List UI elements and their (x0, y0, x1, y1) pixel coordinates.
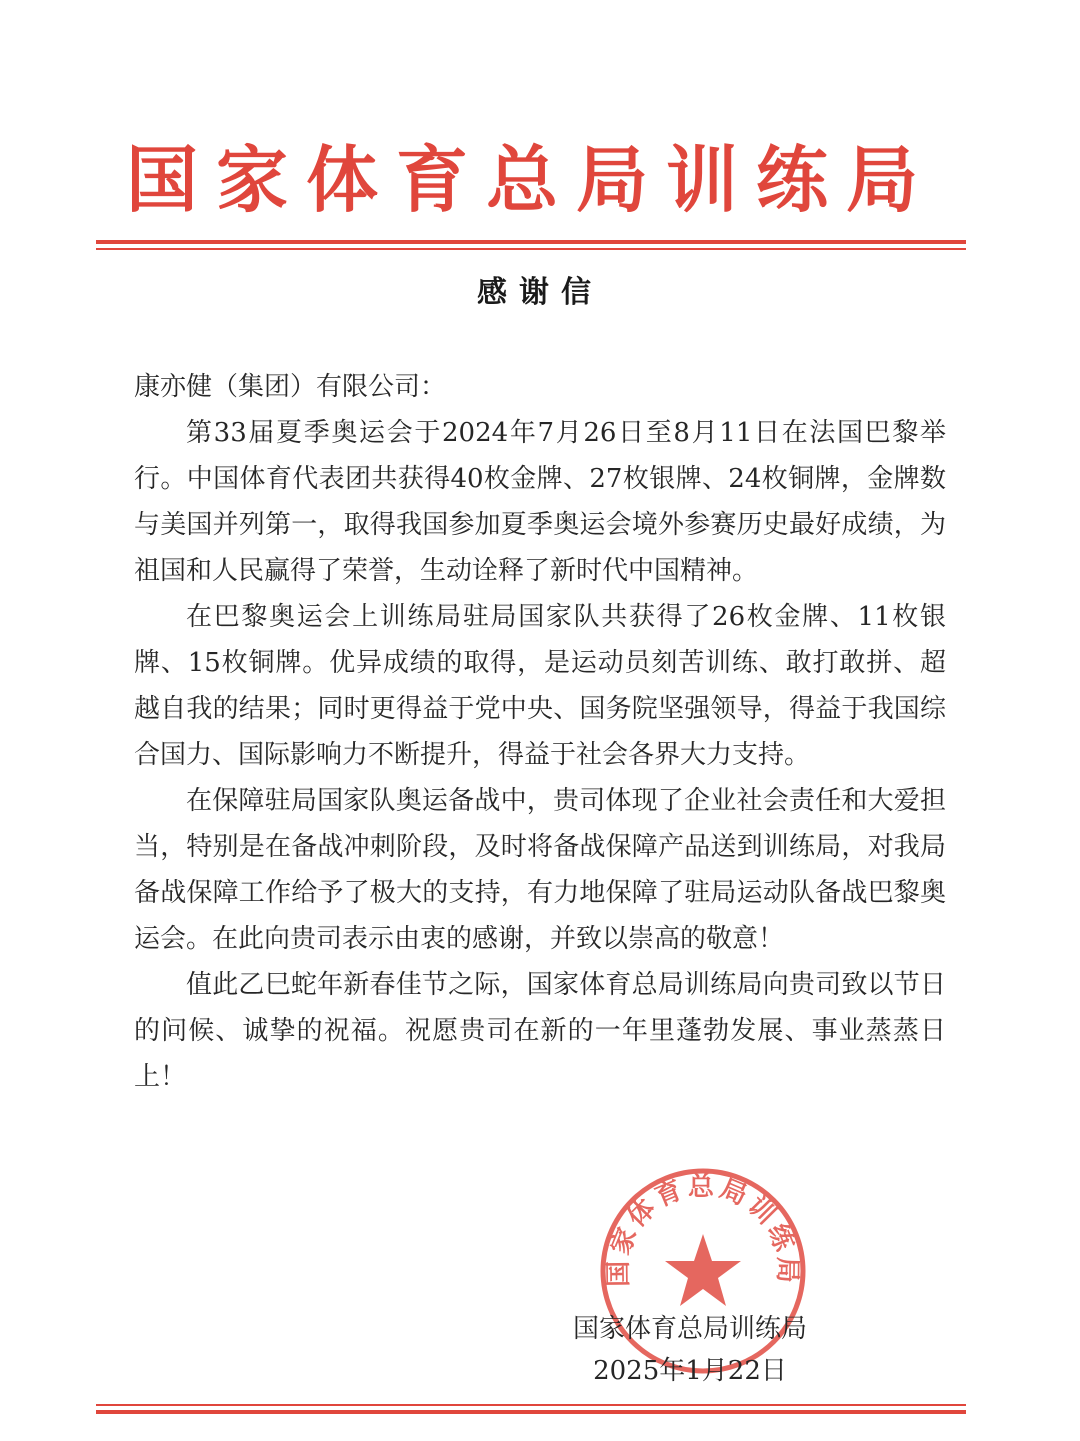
header-rule-thin (96, 248, 966, 250)
paragraph: 值此乙巳蛇年新春佳节之际，国家体育总局训练局向贵司致以节日的问候、诚挚的祝福。祝愿贵司在新的一年里蓬勃发展、事业蒸蒸日上！ (134, 970, 946, 1092)
footer-rule-thin (96, 1404, 966, 1406)
footer-rule-thick (96, 1410, 966, 1414)
star-icon (665, 1234, 741, 1306)
salutation: 康亦健（集团）有限公司： (134, 372, 447, 402)
letterhead-title: 国家体育总局训练局 (125, 137, 936, 222)
letter-body (134, 364, 946, 1100)
seal-text: 国家体育总局训练局 (603, 1171, 803, 1288)
paragraph: 在保障驻局国家队奥运备战中，贵司体现了企业社会责任和大爱担当，特别是在备战冲刺阶段，及时将备战保障产品送到训练局，对我局备战保障工作给予了极大的支持，有力地保障了驻局运动队备战巴黎奥运会。在此向贵司表示由衷的感谢，并致以崇高的敬意！ (134, 786, 946, 954)
signature-date: 2025年1月22日 (593, 1356, 787, 1386)
paragraph: 第33届夏季奥运会于2024年7月26日至8月11日在法国巴黎举行。中国体育代表团共获得40枚金牌、27枚银牌、24枚铜牌，金牌数与美国并列第一，取得我国参加夏季奥运会境外参赛历史最好成绩，为祖国和人民赢得了荣誉，生动诠释了新时代中国精神。 (134, 418, 946, 586)
letter-title: 感谢信 (477, 275, 603, 310)
header-rule-thick (96, 240, 966, 244)
signature-block (540, 1308, 840, 1392)
signature-org: 国家体育总局训练局 (572, 1314, 807, 1344)
paragraph: 在巴黎奥运会上训练局驻局国家队共获得了26枚金牌、11枚银牌、15枚铜牌。优异成绩的取得，是运动员刻苦训练、敢打敢拼、超越自我的结果；同时更得益于党中央、国务院坚强领导，得益于我国综合国力、国际影响力不断提升，得益于社会各界大力支持。 (134, 602, 946, 770)
